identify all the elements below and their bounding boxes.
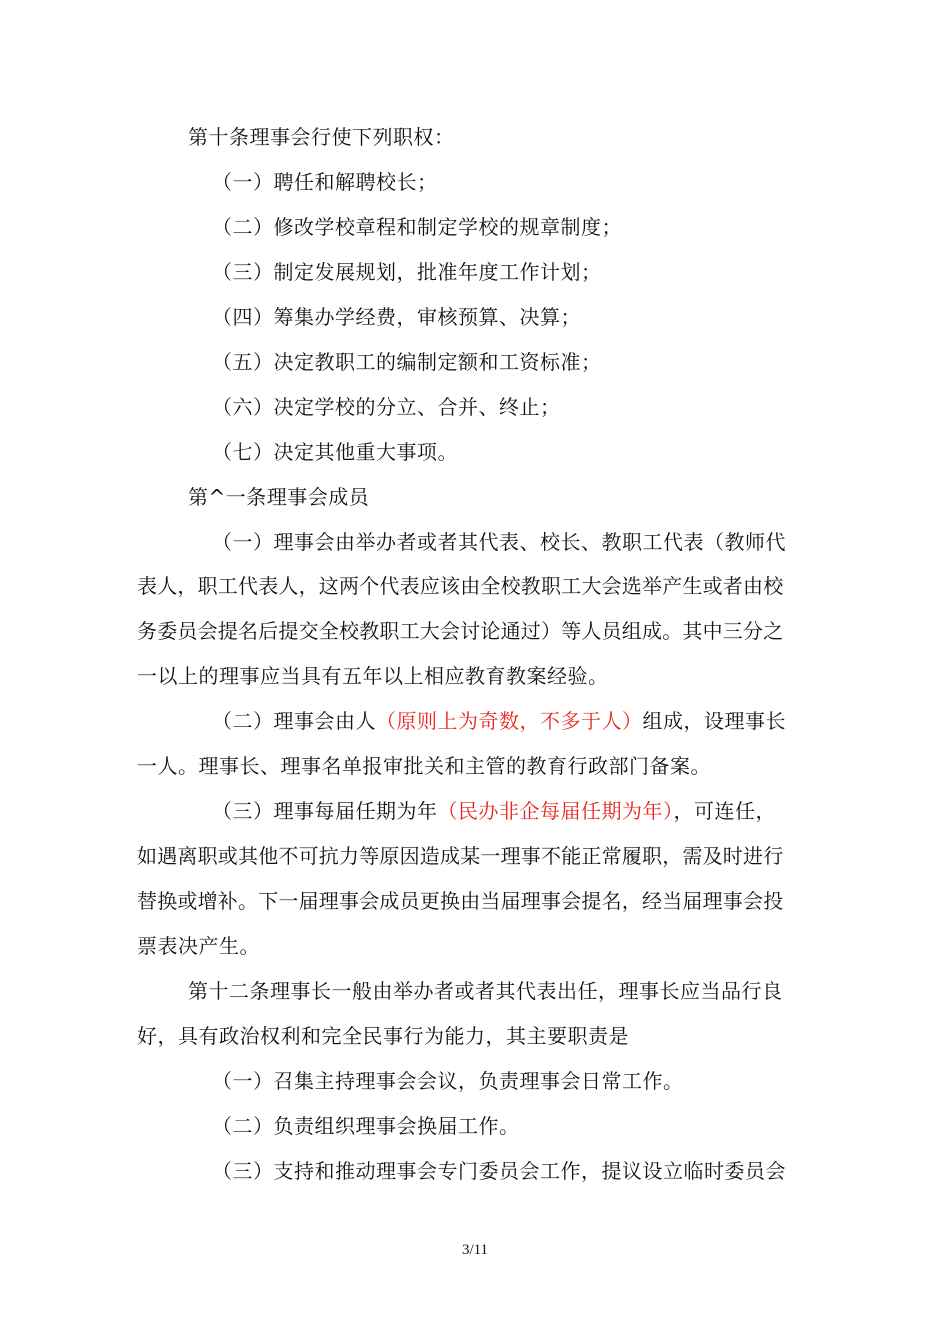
article-11-para-1-line-3: 务委员会提名后提交全校教职工大会讨论通过）等人员组成。其中三分之 bbox=[137, 619, 784, 643]
para-2-text-end: 组成，设理事长 bbox=[642, 709, 786, 733]
article-10-item-2: （二）修改学校章程和制定学校的规章制度； bbox=[212, 215, 622, 239]
article-10-item-7: （七）决定其他重大事项。 bbox=[212, 440, 458, 464]
article-12-line-1: 第十二条理事长一般由举办者或者其代表出任，理事长应当品行良 bbox=[188, 979, 783, 1003]
article-11-para-3-line-3: 替换或增补。下一届理事会成员更换由当届理事会提名，经当届理事会投 bbox=[137, 889, 784, 913]
article-12-item-2: （二）负责组织理事会换届工作。 bbox=[212, 1114, 520, 1138]
article-10-item-5: （五）决定教职工的编制定额和工资标准； bbox=[212, 350, 602, 374]
article-10-item-3: （三）制定发展规划，批准年度工作计划； bbox=[212, 260, 602, 284]
article-11-para-1-line-4: 一以上的理事应当具有五年以上相应教育教案经验。 bbox=[137, 664, 609, 688]
article-10-item-1: （一）聘任和解聘校长； bbox=[212, 170, 438, 194]
para-2-text-start: （二）理事会由人 bbox=[212, 709, 376, 733]
para-3-text-end: ，可连任， bbox=[673, 799, 776, 823]
article-11-para-2-line-1 bbox=[212, 707, 786, 735]
article-12-line-2: 好，具有政治权利和完全民事行为能力，其主要职责是 bbox=[137, 1024, 629, 1048]
article-10-item-6: （六）决定学校的分立、合并、终止； bbox=[212, 395, 561, 419]
article-11-para-1-line-1: （一）理事会由举办者或者其代表、校长、教职工代表（教师代 bbox=[212, 530, 786, 554]
para-3-text-start: （三）理事每届任期为年 bbox=[212, 799, 438, 823]
page-number: 3/11 bbox=[461, 1242, 489, 1258]
article-10-heading: 第十条理事会行使下列职权： bbox=[188, 125, 455, 149]
para-3-red-note: （民办非企每届任期为年） bbox=[437, 799, 674, 823]
article-12-item-3: （三）支持和推动理事会专门委员会工作，提议设立临时委员会 bbox=[212, 1159, 786, 1183]
article-10-item-4: （四）筹集办学经费，审核预算、决算； bbox=[212, 305, 581, 329]
para-2-red-note: （原则上为奇数，不多于人） bbox=[376, 709, 643, 733]
article-11-para-2-line-2: 一人。理事长、理事名单报审批关和主管的教育行政部门备案。 bbox=[137, 754, 711, 778]
article-11-heading: 第^一条理事会成员 bbox=[188, 485, 370, 509]
article-11-para-3-line-2: 如遇离职或其他不可抗力等原因造成某一理事不能正常履职，需及时进行 bbox=[137, 844, 784, 868]
article-11-para-1-line-2: 表人，职工代表人，这两个代表应该由全校教职工大会选举产生或者由校 bbox=[137, 574, 784, 598]
article-11-para-3-line-1 bbox=[212, 797, 776, 825]
article-11-para-3-line-4: 票表决产生。 bbox=[137, 934, 260, 958]
article-12-item-1: （一）召集主持理事会会议，负责理事会日常工作。 bbox=[212, 1069, 684, 1093]
